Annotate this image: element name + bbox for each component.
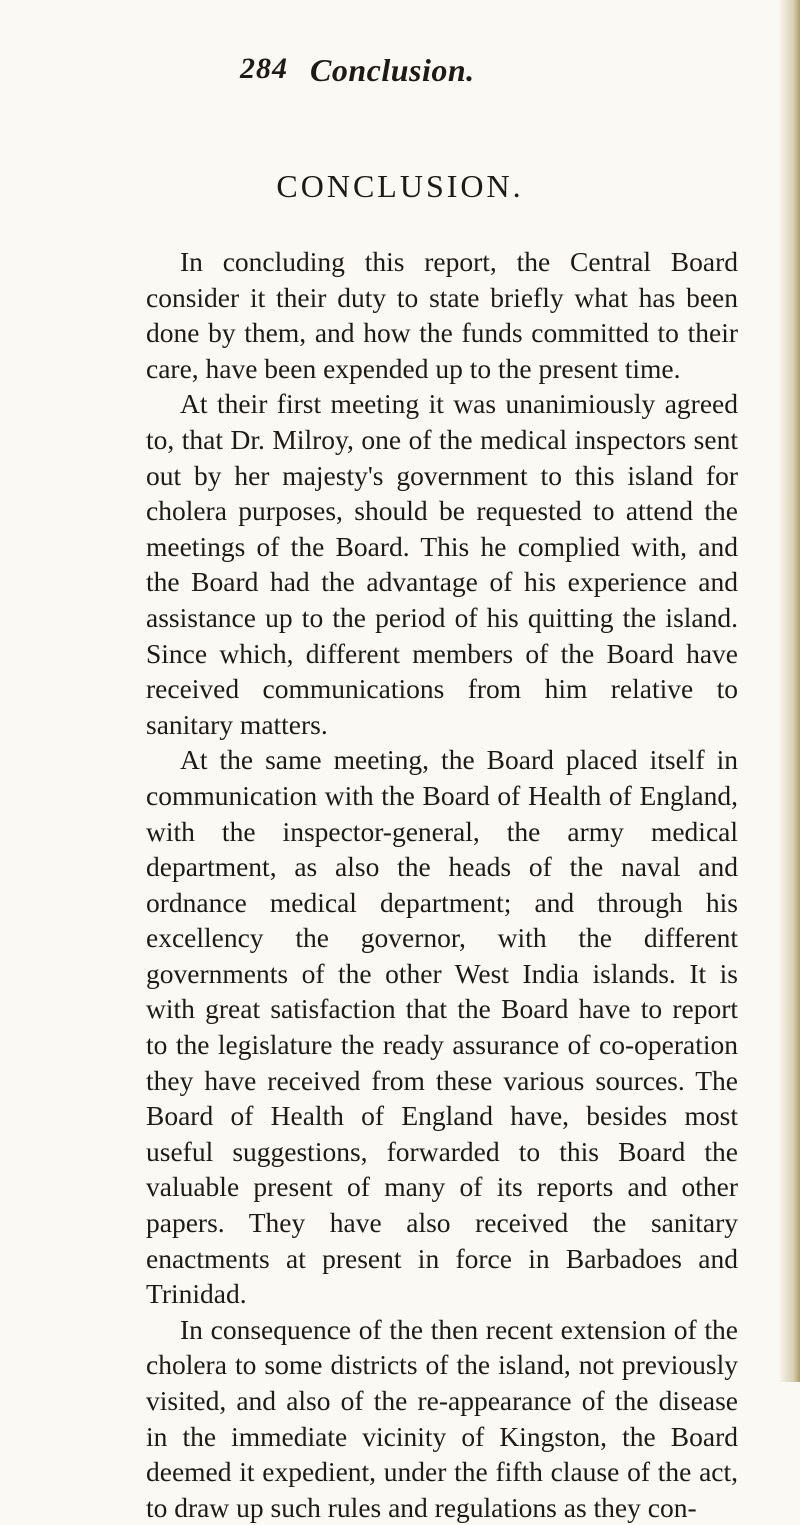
- paragraph-1: In concluding this report, the Central Board consider it their duty to state briefly what has been done by them, and how the funds committed to their care, have been expended up to the present time.: [146, 246, 738, 384]
- running-title: Conclusion.: [310, 52, 475, 88]
- body-text: [146, 244, 738, 1525]
- page-edge-shadow: [778, 0, 800, 1382]
- running-head: [240, 52, 670, 98]
- section-heading: CONCLUSION.: [276, 168, 524, 204]
- page-number: 284: [240, 52, 288, 85]
- paragraph-2: At their first meeting it was unanimiously agreed to, that Dr. Milroy, one of the medical inspectors sent out by her majesty's government to this island for cholera purposes, should be requested to attend the meetings of the Board. This he complied with, and the Board had the advantage of his experience and assistance up to the period of his quitting the island. Since which, different members of the Board have received communications from him relative to sanitary matters.: [146, 388, 738, 740]
- paragraph-3: At the same meeting, the Board placed itself in communication with the Board of Health of England, with the inspector-general, the army medical department, as also the heads of the naval and ordnance medical department; and through his excellency the governor, with the different governments of the other West India islands. It is with great satisfaction that the Board have to report to the legislature the ready assurance of co-operation they have received from these various sources. The Board of Health of England have, besides most useful suggestions, forwarded to this Board the valuable present of many of its reports and other papers. They have also received the sanitary enactments at present in force in Barbadoes and Trinidad.: [146, 744, 738, 1310]
- paragraph-4: In consequence of the then recent extension of the cholera to some districts of the island, not previously visited, and also of the re-appearance of the disease in the immediate vicinity of Kingston, the Board deemed it expedient, under the fifth clause of the act, to draw up such rules and regulations as they con-: [146, 1313, 738, 1523]
